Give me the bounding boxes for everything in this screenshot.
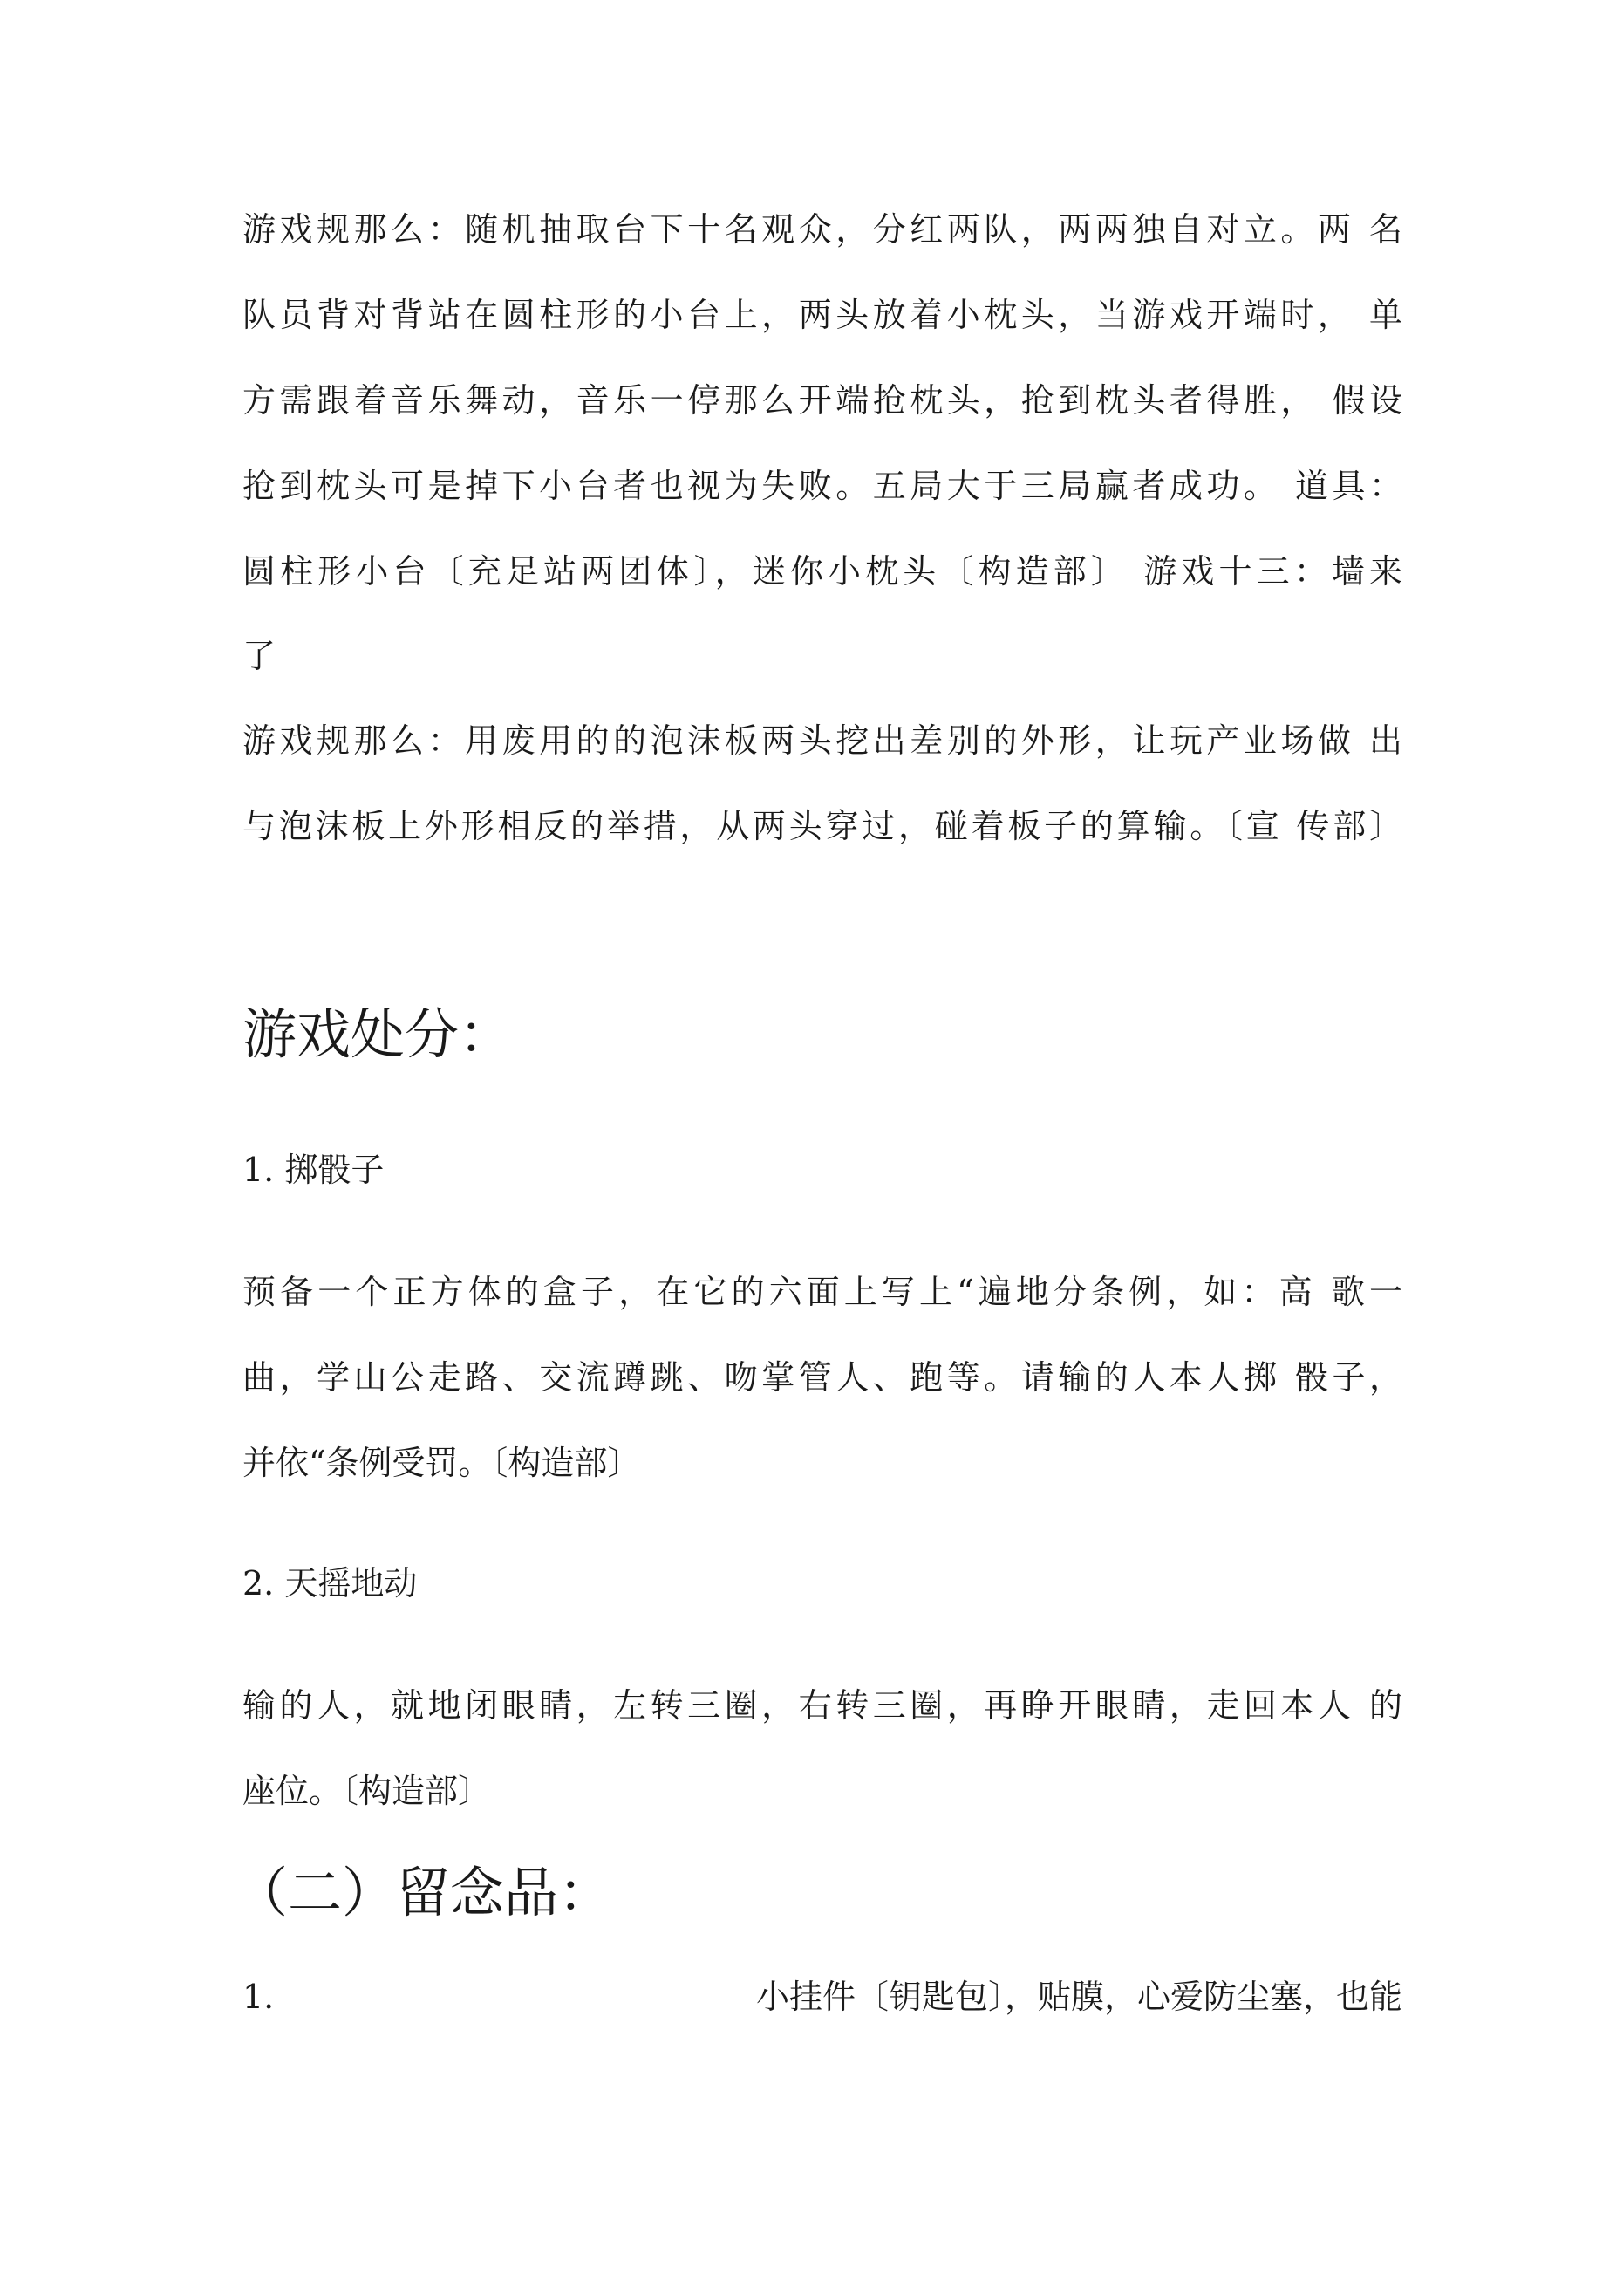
paragraph-line: 并依“条例受罚。〔构造部〕: [242, 1444, 641, 1482]
paragraph-line: 与泡沫板上外形相反的举措，从两头穿过，碰着板子的算输。〔宣 传部〕: [242, 807, 1402, 845]
paragraph-line: 抢到枕头可是掉下小台者也视为失败。五局大于三局赢者成功。 道具：: [242, 467, 1402, 505]
penalty2-title: 2. 天摇地动: [242, 1564, 418, 1602]
paragraph-line: 曲，学山公走路、交流蹲跳、吻掌管人、跑等。请输的人本人掷 骰子，: [242, 1358, 1402, 1397]
paragraph-line: 游戏规那么：随机抽取台下十名观众，分红两队，两两独自对立。两 名: [242, 210, 1402, 249]
paragraph-line: 圆柱形小台〔充足站两团体〕，迷你小枕头〔构造部〕 游戏十三：墙来: [242, 552, 1402, 591]
paragraph-line: 方需跟着音乐舞动，音乐一停那么开端抢枕头，抢到枕头者得胜， 假设: [242, 381, 1402, 420]
penalty1-title: 1. 掷骰子: [242, 1151, 385, 1189]
souvenir-item-number: 1.: [242, 1978, 275, 2016]
paragraph-line: 游戏规那么：用废用的的泡沫板两头挖出差别的外形，让玩产业场做 出: [242, 721, 1402, 760]
paragraph-line: 了: [242, 637, 276, 675]
paragraph-line: 输的人，就地闭眼睛，左转三圈，右转三圈，再睁开眼睛，走回本人 的: [242, 1686, 1402, 1725]
souvenir-heading: （二）留念品：: [234, 1861, 613, 1924]
souvenir-item-text: 小挂件〔钥匙包〕，贴膜，心爱防尘塞，也能: [755, 1978, 1402, 2016]
paragraph-line: 预备一个正方体的盒子，在它的六面上写上“遍地分条例，如：高 歌一: [242, 1273, 1402, 1311]
penalty-heading: 游戏处分：: [242, 1002, 514, 1066]
paragraph-line: 队员背对背站在圆柱形的小台上，两头放着小枕头，当游戏开端时， 单: [242, 296, 1402, 334]
paragraph-line: 座位。〔构造部〕: [242, 1772, 492, 1810]
